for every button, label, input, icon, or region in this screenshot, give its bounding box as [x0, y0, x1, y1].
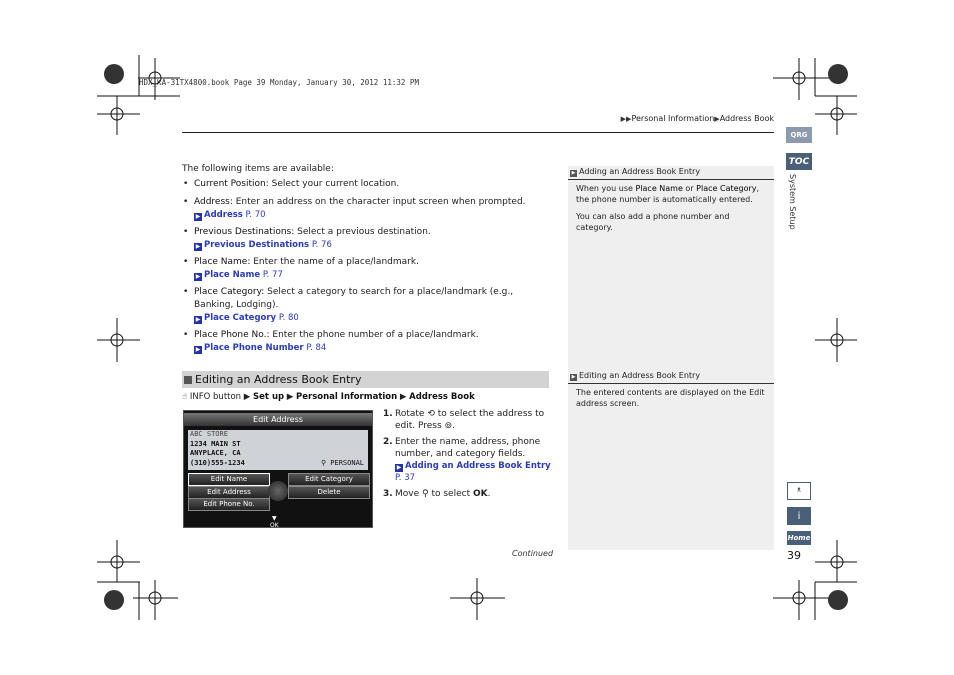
note-text: or — [682, 184, 697, 193]
screen-line — [188, 459, 368, 469]
xref-link[interactable] — [194, 312, 552, 324]
step-text: Rotate — [395, 409, 428, 419]
xref-arrow-icon: ▶ — [195, 213, 201, 220]
section-side-label: System Setup — [788, 174, 797, 230]
rotate-knob-icon: ⟲ — [427, 409, 435, 419]
note-arrow-icon: ▶ — [571, 170, 576, 176]
path-start: INFO button — [189, 392, 242, 402]
xref-page[interactable]: P. 77 — [262, 270, 283, 280]
step-item — [383, 408, 553, 432]
breadcrumb — [621, 114, 774, 123]
item-term: Current Position: — [194, 179, 269, 189]
step-text: . — [452, 421, 455, 431]
finger-press-icon: ☝ — [182, 392, 188, 402]
press-knob-icon: ⊚ — [444, 421, 453, 431]
step-text: to select — [428, 489, 473, 499]
step-number: 3. — [383, 489, 393, 499]
note-paragraph — [576, 183, 768, 205]
step-text: to select the address to edit. Press — [395, 409, 545, 431]
xref-label[interactable]: Previous Destinations — [204, 240, 310, 250]
screen-line: ABC STORE — [190, 430, 228, 438]
toc-tab[interactable]: TOC — [786, 153, 812, 170]
item-desc: Select a previous destination. — [294, 227, 431, 237]
note-arrow-icon: ▶ — [571, 374, 576, 380]
header-rule — [182, 132, 774, 133]
page-number: 39 — [787, 549, 801, 562]
item-desc: Enter the name of a place/landmark. — [250, 257, 419, 267]
screen-edit-phone-button[interactable]: Edit Phone No. — [188, 498, 270, 511]
section-title: Editing an Address Book Entry — [195, 373, 362, 386]
xref-page[interactable]: P. 80 — [278, 313, 299, 323]
note-paragraph: The entered contents are displayed on the Edit address screen. — [576, 388, 765, 408]
xref-page[interactable]: P. 84 — [306, 343, 327, 353]
path-arrow-icon: ▶ — [286, 392, 294, 402]
notes-panel — [568, 166, 774, 550]
step-text: Move — [395, 489, 422, 499]
voice-command-icon[interactable]: ᵜ — [787, 482, 811, 500]
xref-label[interactable]: Place Category — [204, 313, 277, 323]
list-item — [182, 286, 552, 324]
screen-ok-label — [270, 515, 279, 529]
screen-edit-address-button[interactable]: Edit Address — [188, 486, 270, 499]
step-item — [383, 488, 553, 500]
print-header: HDX_KA-31TX4800.book Page 39 Monday, January 30, 2012 11:32 PM — [139, 78, 419, 87]
section-square-icon — [184, 376, 192, 384]
screen-edit-name-button[interactable]: Edit Name — [188, 473, 270, 486]
xref-page[interactable]: P. 70 — [245, 210, 266, 220]
screen-delete-button[interactable]: Delete — [288, 486, 370, 499]
screen-knob-icon — [268, 481, 288, 501]
item-term: Place Phone No.: — [194, 330, 270, 340]
step-number: 2. — [383, 437, 393, 447]
step-bold: OK — [472, 489, 488, 499]
breadcrumb-arrow-icon: ▶▶ — [620, 115, 632, 123]
info-icon[interactable]: i — [787, 507, 811, 525]
section-heading — [182, 371, 549, 388]
breadcrumb-arrow-icon: ▶ — [714, 115, 720, 123]
xref-label[interactable]: Adding an Address Book Entry — [405, 461, 551, 471]
screen-tag: ⚲ PERSONAL — [320, 458, 364, 467]
item-term: Address: — [194, 197, 233, 207]
item-desc: Enter an address on the character input screen when prompted. — [232, 197, 526, 207]
note-paragraph: You can also add a phone number and category. — [576, 212, 730, 232]
note-title: Adding an Address Book Entry — [579, 167, 701, 176]
breadcrumb-item[interactable]: Personal Information — [631, 114, 715, 123]
screen-edit-category-button[interactable]: Edit Category — [288, 473, 370, 486]
intro-text: The following items are available: — [182, 164, 334, 174]
home-icon[interactable]: Home — [787, 531, 811, 545]
xref-label[interactable]: Place Phone Number — [204, 343, 304, 353]
menu-path — [182, 392, 475, 402]
xref-link[interactable] — [194, 269, 552, 281]
step-number: 1. — [383, 409, 393, 419]
item-term: Place Category: — [194, 287, 265, 297]
path-item: Address Book — [409, 392, 475, 402]
xref-link[interactable] — [194, 209, 552, 221]
xref-arrow-icon: ▶ — [195, 243, 201, 250]
xref-page[interactable]: P. 76 — [311, 240, 332, 250]
item-desc: Select a category to search for a place/landmark (e.g., Banking, Lodging). — [194, 287, 514, 310]
breadcrumb-item[interactable]: Address Book — [719, 114, 774, 123]
step-list — [383, 408, 553, 504]
note-text: When you use — [576, 184, 636, 193]
xref-page[interactable]: P. 37 — [395, 473, 416, 483]
screen-ok-text: OK — [270, 522, 279, 529]
path-arrow-icon: ▶ — [243, 392, 251, 402]
step-item — [383, 436, 553, 484]
item-term: Previous Destinations: — [194, 227, 295, 237]
note-text: , the phone number is automatically entered. — [576, 184, 760, 204]
down-arrow-icon: ▼ — [272, 515, 277, 522]
note-heading — [568, 370, 774, 384]
note-term: Place Category — [696, 184, 757, 193]
xref-arrow-icon: ▶ — [195, 316, 201, 323]
note-heading — [568, 166, 774, 180]
xref-arrow-icon: ▶ — [195, 273, 201, 280]
xref-label[interactable]: Address — [204, 210, 243, 220]
note-term: Place Name — [635, 184, 683, 193]
list-item — [182, 256, 552, 281]
note-title: Editing an Address Book Entry — [579, 371, 701, 380]
screen-address-card — [188, 430, 368, 470]
screen-line: 1234 MAIN ST — [190, 439, 241, 448]
nav-screen-illustration — [183, 410, 373, 528]
screen-title: Edit Address — [184, 413, 372, 426]
item-desc: Select your current location. — [268, 179, 400, 189]
screen-tag-label: PERSONAL — [330, 458, 364, 467]
xref-arrow-icon: ▶ — [195, 346, 201, 353]
continued-label: Continued — [512, 549, 554, 558]
path-arrow-icon: ▶ — [399, 392, 407, 402]
list-item — [182, 329, 552, 354]
list-item — [182, 178, 552, 191]
path-item: Personal Information — [296, 392, 398, 402]
path-item: Set up — [253, 392, 285, 402]
item-desc: Enter the phone number of a place/landmark. — [269, 330, 479, 340]
move-knob-icon: ⚲ — [422, 489, 429, 499]
note-body — [576, 183, 768, 239]
screen-phone: (310)555-1234 — [190, 458, 245, 467]
item-list — [182, 178, 552, 359]
note-body — [576, 387, 768, 415]
list-item — [182, 226, 552, 251]
xref-link[interactable] — [194, 239, 552, 251]
step-text: . — [487, 489, 491, 499]
xref-link[interactable] — [395, 460, 553, 484]
screen-line: ANYPLACE, CA — [190, 449, 241, 457]
list-item — [182, 196, 552, 221]
item-term: Place Name: — [194, 257, 251, 267]
xref-arrow-icon: ▶ — [396, 464, 402, 471]
xref-label[interactable]: Place Name — [204, 270, 261, 280]
xref-link[interactable] — [194, 342, 552, 354]
step-text: Enter the name, address, phone number, and category fields. — [395, 437, 541, 459]
qrg-tab[interactable]: QRG — [786, 127, 812, 143]
